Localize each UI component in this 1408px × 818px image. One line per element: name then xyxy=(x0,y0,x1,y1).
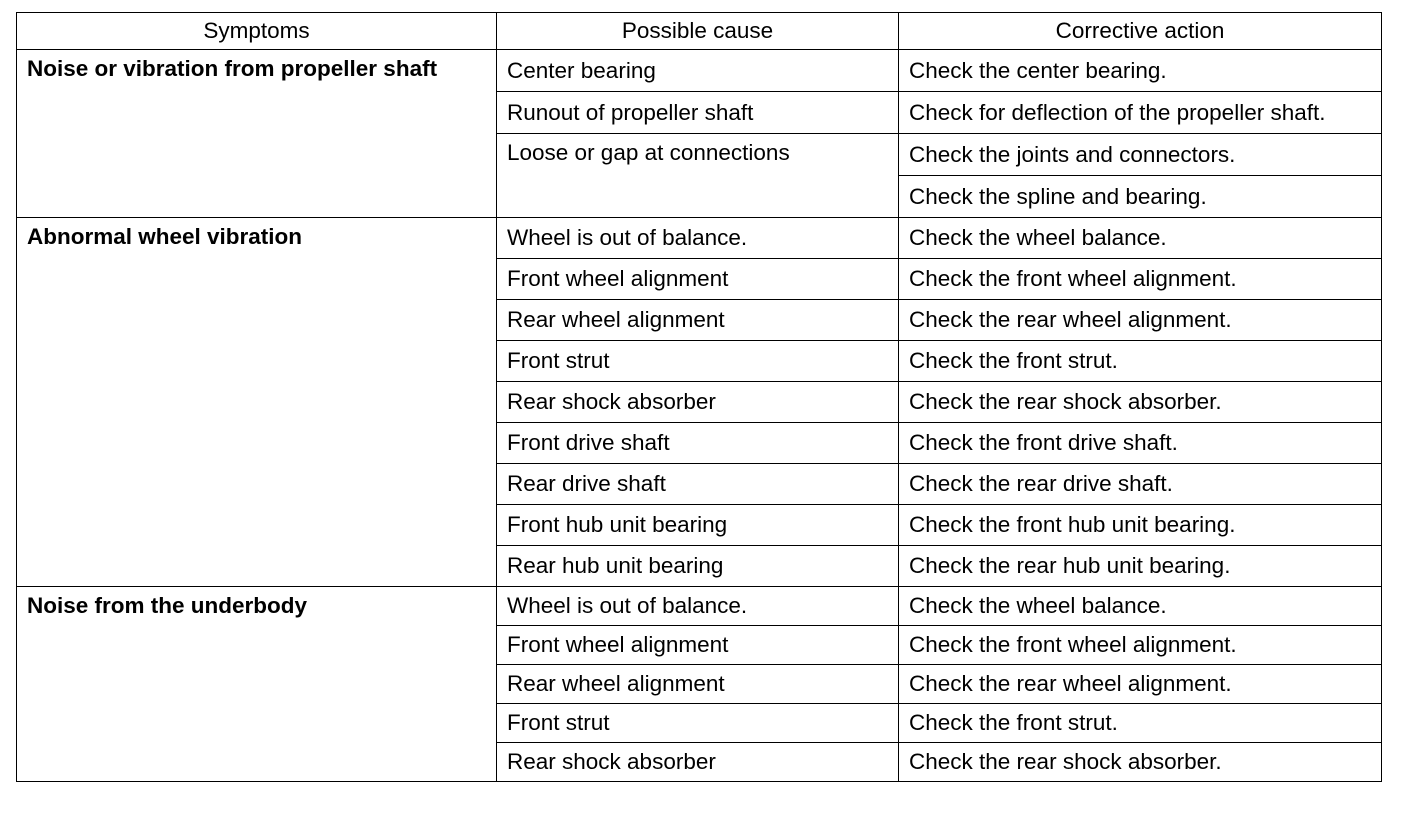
cause-cell: Loose or gap at connections xyxy=(497,134,899,218)
table-row xyxy=(17,50,1382,92)
cause-cell: Runout of propeller shaft xyxy=(497,92,899,134)
cause-cell: Front wheel alignment xyxy=(497,626,899,665)
action-cell: Check the rear wheel alignment. xyxy=(899,665,1382,704)
action-cell: Check the rear wheel alignment. xyxy=(899,300,1382,341)
action-cell: Check the front wheel alignment. xyxy=(899,259,1382,300)
cause-cell: Rear drive shaft xyxy=(497,464,899,505)
symptom-cell: Noise from the underbody xyxy=(17,587,497,782)
cause-cell: Rear wheel alignment xyxy=(497,665,899,704)
cause-cell: Front strut xyxy=(497,341,899,382)
cause-cell: Wheel is out of balance. xyxy=(497,218,899,259)
symptom-group-underbody-noise xyxy=(17,587,1382,782)
header-row xyxy=(17,13,1382,50)
action-cell: Check the wheel balance. xyxy=(899,587,1382,626)
cause-cell: Wheel is out of balance. xyxy=(497,587,899,626)
action-cell: Check the wheel balance. xyxy=(899,218,1382,259)
action-cell: Check the joints and connectors. xyxy=(899,134,1382,176)
action-cell: Check the center bearing. xyxy=(899,50,1382,92)
header-symptoms: Symptoms xyxy=(17,13,497,50)
action-cell: Check the spline and bearing. xyxy=(899,176,1382,218)
action-cell: Check the rear shock absorber. xyxy=(899,743,1382,782)
table-row xyxy=(17,218,1382,259)
action-cell: Check the front drive shaft. xyxy=(899,423,1382,464)
symptom-cell: Abnormal wheel vibration xyxy=(17,218,497,587)
table-row xyxy=(17,587,1382,626)
action-cell: Check the front strut. xyxy=(899,704,1382,743)
symptom-group-propeller-shaft xyxy=(17,50,1382,218)
action-cell: Check the front wheel alignment. xyxy=(899,626,1382,665)
cause-cell: Front hub unit bearing xyxy=(497,505,899,546)
cause-cell: Front drive shaft xyxy=(497,423,899,464)
cause-cell: Front wheel alignment xyxy=(497,259,899,300)
symptom-cell: Noise or vibration from propeller shaft xyxy=(17,50,497,218)
header-possible-cause: Possible cause xyxy=(497,13,899,50)
action-cell: Check the front strut. xyxy=(899,341,1382,382)
cause-cell: Rear shock absorber xyxy=(497,743,899,782)
cause-cell: Front strut xyxy=(497,704,899,743)
cause-cell: Center bearing xyxy=(497,50,899,92)
header-corrective-action: Corrective action xyxy=(899,13,1382,50)
troubleshooting-table xyxy=(16,12,1382,782)
action-cell: Check the rear drive shaft. xyxy=(899,464,1382,505)
cause-cell: Rear shock absorber xyxy=(497,382,899,423)
cause-cell: Rear wheel alignment xyxy=(497,300,899,341)
action-cell: Check the front hub unit bearing. xyxy=(899,505,1382,546)
action-cell: Check the rear hub unit bearing. xyxy=(899,546,1382,587)
action-cell: Check the rear shock absorber. xyxy=(899,382,1382,423)
action-cell: Check for deflection of the propeller shaft. xyxy=(899,92,1382,134)
cause-cell: Rear hub unit bearing xyxy=(497,546,899,587)
symptom-group-wheel-vibration xyxy=(17,218,1382,587)
